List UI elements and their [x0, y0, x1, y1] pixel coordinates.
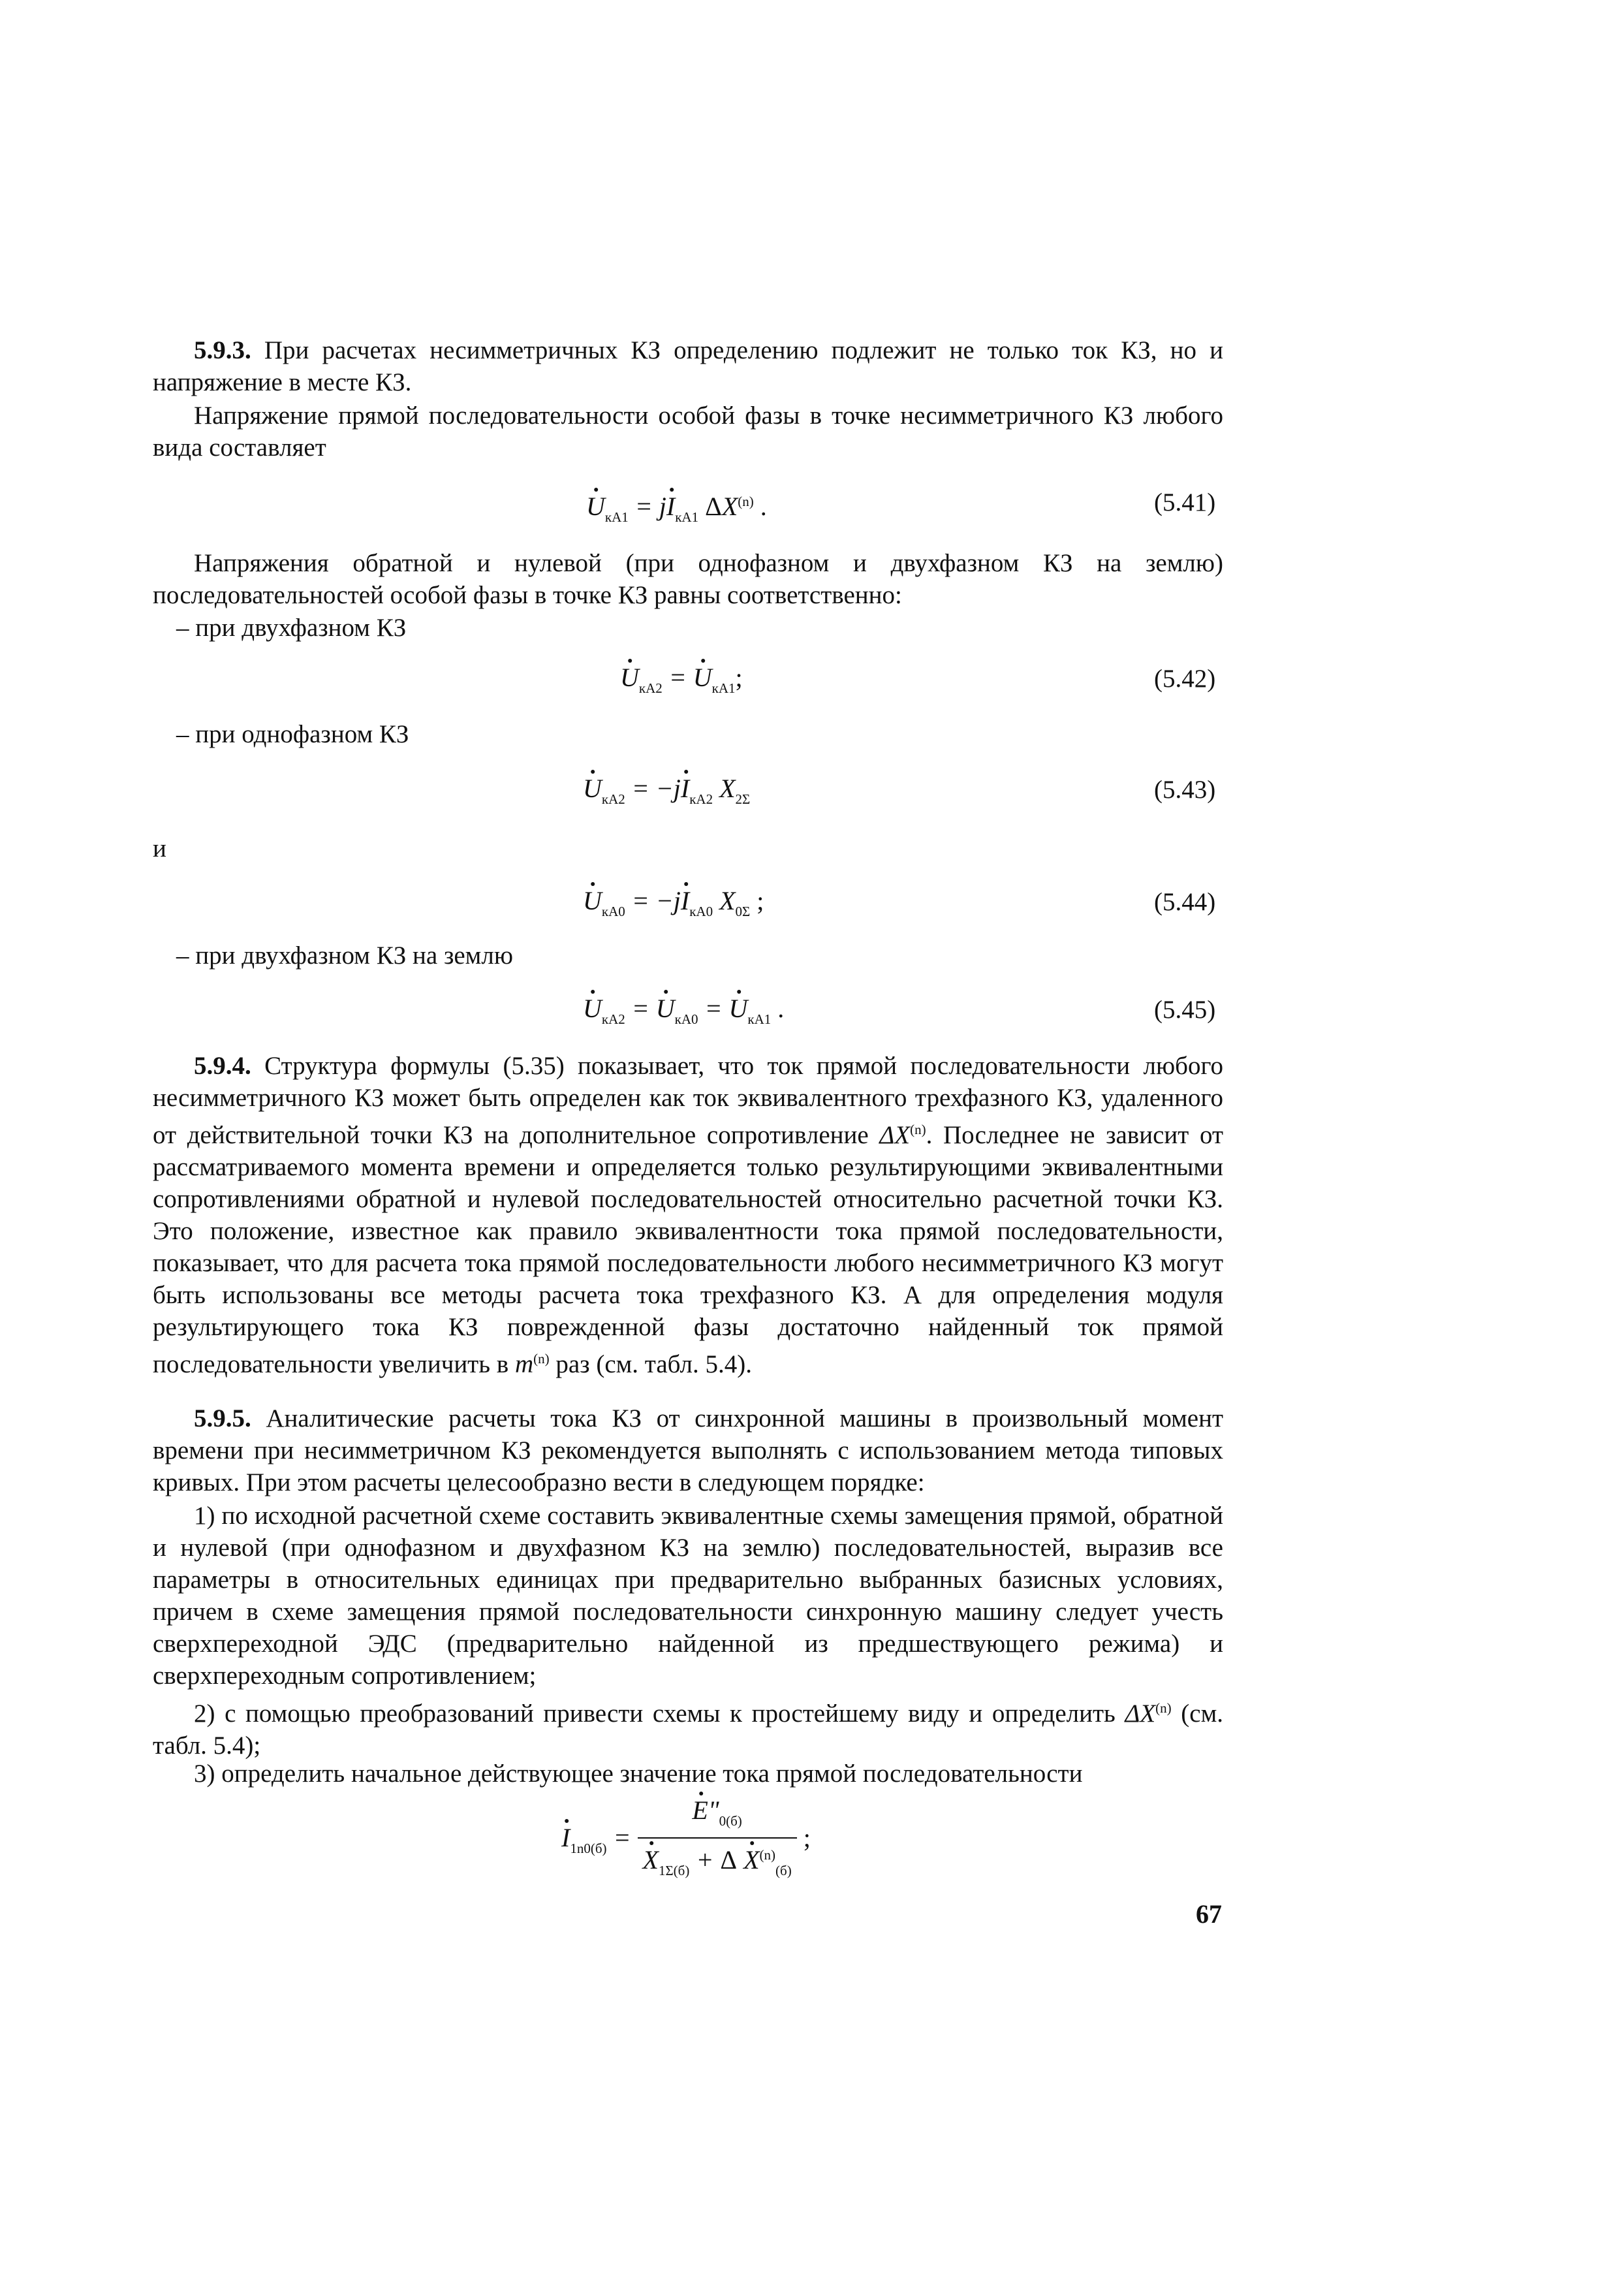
case-two-phase-ground: – при двухфазном КЗ на землю: [176, 941, 513, 970]
formula-5-43: $U_{кА2} = -jI_{кА2}$ $X_{2\Sigma}$: [583, 774, 751, 807]
paragraph-text: (см. табл. 5.4);: [153, 1700, 1224, 1760]
page-number: 67: [1196, 1899, 1222, 1929]
equation-number-5-44: (5.44): [1154, 888, 1216, 916]
paragraph-text: При расчетах несимметричных КЗ определению подлежит не только ток КЗ, но и напряжение в месте КЗ.: [153, 336, 1224, 396]
paragraph-text: Структура формулы (5.35) показывает, что ток прямой последовательности любого несимметричного КЗ может быть определен как ток эквивалентного трехфазного КЗ, удаленного от действительной точки КЗ на дополнительное сопротивление: [153, 1052, 1223, 1149]
paragraph-5-9-4: 5.9.4. Структура формулы (5.35) показывает, что ток прямой последовательности любого несимметричного КЗ может быть определен как ток эквивалентного трехфазного КЗ, удаленного от действительной точки КЗ на дополнительное сопротивление ΔX$^{(n)}$. Последнее не зависит от рассматриваемого момента времени и определяется только результирующими эквивалентными сопротивлениями обратной и нулевой последовательностей относительно расчетной точки КЗ. Это положение, известное как правило эквивалентности тока прямой последовательности, показывает, что для расчета тока прямой последовательности любого несимметричного КЗ могут быть использованы все методы расчета тока трехфазного КЗ. А для определения модуля результирующего тока КЗ поврежденной фазы достаточно найденный ток прямой последовательности увеличить в $m^{(n)}$ раз (см. табл. 5.4).: [153, 1052, 1223, 1378]
formula-5-42: $U_{кА2} = U_{кА1}$;: [620, 663, 743, 696]
paragraph-positive-sequence-voltage: Напряжение прямой последовательности особой фазы в точке несимметричного КЗ любого вида составляет: [153, 402, 1223, 462]
paragraph-5-9-5: [153, 1402, 1223, 1498]
paragraph-text: Аналитические расчеты тока КЗ от синхронной машины в произвольный момент времени при несимметричном КЗ рекомендуется выполнять с использованием метода типовых кривых. При этом расчеты целесообразно вести в следующем порядке:: [153, 1404, 1224, 1496]
formula-5-44: $U_{кА0} = -jI_{кА0}$ $X_{0\Sigma}$ ;: [583, 886, 764, 919]
list-item-step-1: 1) по исходной расчетной схеме составить эквивалентные схемы замещения прямой, обратной и нулевой (при однофазном и двухфазном КЗ на землю) последовательностей, выразив все параметры в относительных единицах при предварительно выбранных базисных условиях, причем в схеме замещения прямой последовательности синхронную машину следует учесть сверхпереходной ЭДС (предварительно найденной из предшествующего режима) и сверхпереходным сопротивлением;: [153, 1502, 1223, 1690]
section-number-5-9-4: 5.9.4.: [194, 1052, 251, 1080]
case-two-phase: – при двухфазном КЗ: [176, 614, 407, 642]
formula-initial-current: $I_{1n0(б)}$ = $\frac{E"_{0(б)}}{X_{1\Sigma(б)} + \Delta X^{(n)}_{(б)}}$ ;: [561, 1795, 811, 1878]
formula-5-45: $U_{кА2} = U_{кА0} = U_{кА1}$ .: [583, 994, 785, 1027]
equation-number-5-42: (5.42): [1154, 665, 1216, 693]
paragraph-text: 2) с помощью преобразований привести схемы к простейшему виду и определить: [194, 1700, 1116, 1728]
paragraph-5-9-3: [153, 334, 1223, 398]
list-item-step-2: 2) с помощью преобразований привести схемы к простейшему виду и определить ΔX$^{(n)}$ (см. табл. 5.4);: [153, 1700, 1224, 1760]
paragraph-text: раз (см. табл. 5.4).: [555, 1350, 752, 1378]
word-and: и: [153, 834, 166, 862]
case-single-phase: – при однофазном КЗ: [176, 720, 409, 748]
section-number-5-9-3: 5.9.3.: [194, 336, 251, 364]
equation-number-5-45: (5.45): [1154, 996, 1216, 1024]
equation-number-5-41: (5.41): [1154, 488, 1216, 516]
paragraph-text: . Последнее не зависит от рассматриваемого момента времени и определяется только результирующими эквивалентными сопротивлениями обратной и нулевой последовательностей относительно расчетной точки КЗ. Это положение, известное как правило эквивалентности тока прямой последовательности, показывает, что для расчета тока прямой последовательности любого несимметричного КЗ могут быть использованы все методы расчета тока трехфазного КЗ. А для определения модуля результирующего тока КЗ поврежденной фазы достаточно найденный ток прямой последовательности увеличить в: [153, 1121, 1223, 1378]
list-item-step-3: 3) определить начальное действующее значение тока прямой последовательности: [194, 1760, 1083, 1788]
section-number-5-9-5: 5.9.5.: [194, 1404, 251, 1432]
equation-number-5-43: (5.43): [1154, 776, 1216, 804]
formula-5-41: $U_{кА1} = jI_{кА1}$ ΔX$^{(n)}$ .: [586, 492, 767, 525]
paragraph-negative-zero-sequence: Напряжения обратной и нулевой (при однофазном и двухфазном КЗ на землю) последовательностей особой фазы в точке КЗ равны соответственно:: [153, 549, 1223, 609]
